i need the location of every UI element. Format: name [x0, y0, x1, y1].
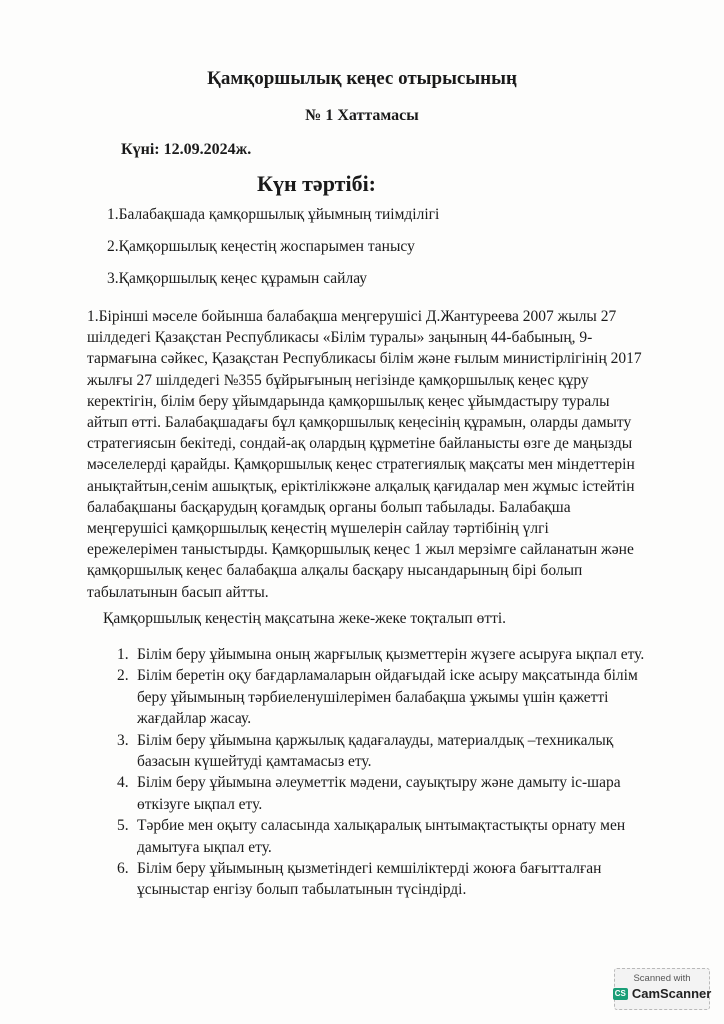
goal-text-line: Білім беру ұйымына оның жарғылық қызметтерін жүзеге асыруға ықпал ету. [137, 646, 645, 663]
goal-text-line: Білім беру ұйымына әлеуметтік мәдени, сауықтыру және дамыту іс-шара [137, 774, 621, 792]
paragraph-line: шілдедегі Қазақстан Республикасы «Білім туралы» заңының 44-бабының, 9- [87, 329, 593, 347]
goal-item [117, 644, 677, 665]
goal-text [137, 730, 677, 773]
goal-item [117, 772, 677, 815]
agenda-heading: Күн тәртібі: [257, 171, 377, 196]
agenda-item: 2.Қамқоршылық кеңестің жоспарымен танысу [107, 238, 415, 255]
paragraph-line: мәселелерді қарайды. Қамқоршылық кеңес стратегиялық мақсаты мен міндеттерін [87, 456, 635, 474]
paragraph-line: керектігін, білім беру ұйымдарында қамқоршылық кеңес ұйымдастыру туралы [87, 392, 610, 410]
goal-text-line: өткізуге ықпал ету. [137, 795, 263, 813]
goal-number: 5. [117, 817, 129, 835]
goal-text [137, 858, 677, 901]
goals-intro: Қамқоршылық кеңестің мақсатына жеке-жеке тоқталып өтті. [103, 610, 507, 627]
goal-text-line: беру ұйымының тәрбиеленушілерімен балабақша ұжымы үшін қажетті [137, 688, 609, 706]
goal-number: 1. [117, 646, 129, 663]
goal-number: 2. [117, 667, 129, 685]
goal-text [137, 665, 677, 729]
goal-text-line: базасын күшейтуді қамтамасыз ету. [137, 753, 372, 771]
goal-number: 4. [117, 774, 129, 792]
goal-text-line: Тәрбие мен оқыту саласында халықаралық ынтымақтастықты орнату мен [137, 817, 626, 835]
goal-text-line: жағдайлар жасау. [137, 710, 252, 728]
goal-text [137, 815, 677, 858]
goal-text [137, 644, 677, 665]
paragraph-line: меңгерушісі қамқоршылық кеңестің мүшелерін сайлау тәртібінің үлгі [87, 520, 549, 538]
goal-item [117, 665, 677, 729]
paragraph-line: табылатынын басып айтты. [87, 583, 269, 601]
goal-text-line: ұсыныстар енгізу болып табылатынын түсіндірді. [137, 881, 467, 899]
paragraph-line: қамқоршылық кеңес балабақша алқалы басқару нысандарының бірі болып [87, 562, 583, 580]
meeting-date: Күні: 12.09.2024ж. [121, 141, 252, 158]
paragraph-line: жылғы 27 шілдедегі №355 бұйрығының негізінде қамқоршылық кеңес құру [87, 371, 589, 389]
goal-text-line: Білім беру ұйымына қаржылық қадағалауды, материалдық –техникалық [137, 731, 614, 749]
document-title: Қамқоршылық кеңес отырысының [207, 68, 517, 89]
body-paragraph [87, 306, 667, 603]
goals-list [117, 644, 677, 901]
paragraph-line: ережелерімен таныстырды. Қамқоршылық кеңес 1 жыл мерзімге сайланатын және [87, 541, 634, 559]
goal-item [117, 730, 677, 773]
camscanner-watermark [614, 968, 710, 1010]
goal-item [117, 815, 677, 858]
goal-text-line: Білім беретін оқу бағдарламаларын ойдағыдай іске асыру мақсатында білім [137, 667, 638, 685]
goal-number: 6. [117, 860, 129, 878]
paragraph-line: стратегиясын бекітеді, сондай-ақ олардың құрметіне байланысты өзге де маңызды [87, 435, 633, 453]
camscanner-logo-icon: CS [614, 988, 626, 998]
goal-number: 3. [117, 731, 129, 749]
goal-text [137, 772, 677, 815]
paragraph-line: тармағына сәйкес, Қазақстан Республикасы білім және ғылым министірлігінің 2017 [87, 350, 642, 368]
agenda-item: 3.Қамқоршылық кеңес құрамын сайлау [107, 270, 368, 287]
paragraph-line: 1.Бірінші мәселе бойынша балабақша меңгерушісі Д.Жантуреева 2007 жылы 27 [87, 308, 617, 325]
goal-item [117, 858, 677, 901]
camscanner-brand: CamScanner [631, 986, 712, 1001]
paragraph-line: балабақшаны басқарудың қоғамдық органы болып табылады. Балабақша [87, 498, 571, 516]
agenda-item: 1.Балабақшада қамқоршылық ұйымның тиімділігі [107, 206, 440, 223]
protocol-number: № 1 Хаттамасы [305, 107, 419, 124]
scanned-with-label: Scanned with [633, 973, 691, 984]
goal-text-line: Білім беру ұйымының қызметіндегі кемшіліктерді жоюға бағытталған [137, 860, 602, 878]
goal-text-line: дамытуға ықпал ету. [137, 838, 272, 856]
paragraph-line: анықтайтын,сенім ашықтық, еріктілікжәне алқалық қағидалар мен жұмыс істейтін [87, 477, 635, 495]
paragraph-line: айтып өтті. Балабақшадағы бұл қамқоршылық кеңесінің құрамын, оларды дамыту [87, 414, 632, 432]
